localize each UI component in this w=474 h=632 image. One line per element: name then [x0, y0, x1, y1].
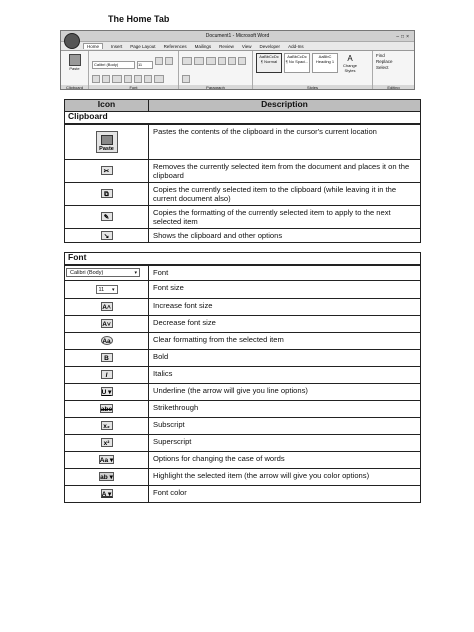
shrink-font-icon: A˅ [102, 321, 111, 329]
format-painter-icon: ✎ [101, 212, 113, 221]
icon-cell [65, 332, 149, 349]
icon-cell [65, 265, 149, 280]
group-clipboard [61, 51, 89, 90]
clear-formatting-icon: Aa [102, 338, 111, 346]
style-name: ¶ Normal [260, 59, 278, 64]
ribbon-grow-icon[interactable] [155, 57, 163, 65]
description-cell: Shows the clipboard and other options [149, 228, 421, 242]
section-row [65, 112, 421, 125]
table-row [65, 485, 421, 502]
description-cell: Copies the formatting of the currently selected item to apply to the next selected item [149, 205, 421, 228]
paste-icon: Paste [96, 131, 118, 153]
style-heading-1[interactable] [312, 53, 338, 73]
icon-cell [65, 434, 149, 451]
ribbon-bold-icon[interactable] [92, 75, 100, 83]
clipboard-table [64, 99, 421, 243]
icon-cell [65, 417, 149, 434]
description-cell: Superscript [149, 434, 421, 451]
grow-font-icon: A˄ [102, 304, 111, 312]
page-heading: The Home Tab [108, 14, 170, 24]
style-preview: AaBbC [318, 54, 332, 59]
change-case-icon: Aa ▾ [99, 457, 114, 465]
group-label-styles: Styles [253, 85, 372, 90]
ribbon-paste-icon [69, 54, 81, 66]
ribbon-subscript-icon[interactable] [134, 75, 142, 83]
font-select-icon: Calibri (Body) ▾ [66, 268, 140, 277]
tab-mailings[interactable]: Mailings [194, 43, 212, 49]
table-row [65, 349, 421, 366]
icon-cell [65, 315, 149, 332]
ribbon-groups [61, 50, 414, 90]
ribbon-font-size[interactable]: 11 [137, 61, 153, 69]
ribbon-font-name[interactable]: Calibri (Body) [92, 61, 135, 69]
ribbon-italic-icon[interactable] [102, 75, 110, 83]
table-row [65, 400, 421, 417]
clipboard-launcher-icon: ↘ [101, 231, 113, 240]
description-cell: Clear formatting from the selected item [149, 332, 421, 349]
ribbon-sort-icon[interactable] [238, 57, 246, 65]
description-cell: Italics [149, 366, 421, 383]
table-row [65, 124, 421, 159]
table-row [65, 332, 421, 349]
description-cell: Options for changing the case of words [149, 451, 421, 468]
icon-cell [65, 468, 149, 485]
description-cell: Copies the currently selected item to the clipboard (while leaving it in the current document also) [149, 182, 421, 205]
ribbon-numbering-icon[interactable] [194, 57, 204, 65]
italic-icon: I [101, 370, 113, 379]
change-styles-button[interactable] [339, 54, 361, 73]
description-cell: Pastes the contents of the clipboard in the cursor's current location [149, 124, 421, 159]
font-color-icon: A ▾ [101, 491, 112, 499]
font-table [64, 252, 421, 503]
table-row [65, 451, 421, 468]
replace-button[interactable]: Replace [376, 59, 393, 64]
group-editing [373, 51, 414, 90]
font-size-icon: 11 ▾ [96, 285, 118, 294]
ribbon-underline-icon[interactable] [112, 75, 122, 83]
window-controls[interactable]: –□× [396, 34, 411, 40]
ribbon-case-icon[interactable] [154, 75, 164, 83]
description-cell: Decrease font size [149, 315, 421, 332]
section-clipboard: Clipboard [65, 112, 421, 125]
ribbon-pilcrow-icon[interactable] [182, 75, 190, 83]
section-row [65, 253, 421, 266]
group-label-clipboard: Clipboard [61, 85, 88, 90]
table-row [65, 265, 421, 280]
select-button[interactable]: Select [376, 65, 389, 70]
table-row [65, 315, 421, 332]
ribbon-titlebar [61, 31, 414, 42]
style-normal[interactable] [256, 53, 282, 73]
group-paragraph [179, 51, 253, 90]
office-button-icon[interactable] [64, 33, 80, 49]
icon-cell [65, 366, 149, 383]
style-name: Heading 1 [315, 59, 335, 64]
change-styles-label: Change Styles [342, 63, 357, 73]
header-icon: Icon [65, 100, 149, 112]
word-ribbon-screenshot [60, 30, 415, 90]
table-row [65, 417, 421, 434]
ribbon-indent-icon[interactable] [228, 57, 236, 65]
description-cell: Font size [149, 280, 421, 298]
tab-view[interactable]: View [241, 43, 252, 49]
header-description: Description [149, 100, 421, 112]
bold-icon: B [101, 353, 113, 362]
table-row [65, 182, 421, 205]
ribbon-shrink-icon[interactable] [165, 57, 173, 65]
ribbon-bullets-icon[interactable] [182, 57, 192, 65]
ribbon-paste-label: Paste [69, 66, 80, 71]
group-label-editing: Editing [373, 85, 414, 90]
underline-icon: U ▾ [101, 389, 112, 397]
tab-references[interactable]: References [163, 43, 187, 49]
cut-icon: ✂ [101, 166, 113, 175]
section-font: Font [65, 253, 421, 266]
ribbon-strike-icon[interactable] [124, 75, 132, 83]
highlight-icon: ab ▾ [100, 474, 113, 482]
table-row [65, 468, 421, 485]
find-button[interactable]: Find [376, 53, 385, 58]
icon-cell [65, 298, 149, 315]
description-cell: Removes the currently selected item from the document and places it on the clipboard [149, 159, 421, 182]
table-row [65, 366, 421, 383]
superscript-icon: x² [101, 438, 113, 447]
description-cell: Increase font size [149, 298, 421, 315]
window-title: Document1 - Microsoft Word [205, 33, 270, 39]
tab-review[interactable]: Review [219, 43, 234, 49]
tab-developer[interactable]: Developer [259, 43, 281, 49]
ribbon-superscript-icon[interactable] [144, 75, 152, 83]
change-styles-icon: A [347, 54, 353, 63]
tab-home[interactable]: Home [83, 43, 103, 49]
icon-cell [65, 182, 149, 205]
table-row [65, 434, 421, 451]
description-cell: Subscript [149, 417, 421, 434]
icon-cell [65, 280, 149, 298]
icon-cell [65, 205, 149, 228]
icon-cell [65, 485, 149, 502]
icon-cell [65, 228, 149, 242]
copy-icon: ⧉ [101, 189, 113, 198]
strikethrough-icon: abe [100, 406, 113, 414]
subscript-icon: x₂ [101, 421, 113, 430]
group-styles [253, 51, 373, 90]
group-font [89, 51, 179, 90]
description-cell: Font color [149, 485, 421, 502]
table-row [65, 383, 421, 400]
table-row [65, 280, 421, 298]
group-label-paragraph: Paragraph [179, 85, 252, 90]
icon-cell [65, 451, 149, 468]
description-cell: Bold [149, 349, 421, 366]
tab-insert[interactable]: Insert [111, 43, 123, 49]
tab-add-ins[interactable]: Add-Ins [288, 43, 304, 49]
description-cell: Font [149, 265, 421, 280]
icon-cell [65, 159, 149, 182]
icon-cell [65, 124, 149, 159]
ribbon-tabs [61, 42, 414, 50]
table-row [65, 159, 421, 182]
description-cell: Underline (the arrow will give you line options) [149, 383, 421, 400]
style-preview: AaBbCcDc [259, 54, 279, 59]
group-label-font: Font [89, 85, 178, 90]
ribbon-multilevel-icon[interactable] [206, 57, 216, 65]
ribbon-outdent-icon[interactable] [218, 57, 226, 65]
table-row [65, 298, 421, 315]
table-row [65, 228, 421, 242]
style-preview: AaBbCcDc [287, 54, 307, 59]
tab-page-layout[interactable]: Page Layout [130, 43, 156, 49]
icon-cell [65, 383, 149, 400]
style-name: ¶ No Spaci... [285, 59, 309, 64]
icon-cell [65, 349, 149, 366]
table-header-row [65, 100, 421, 112]
style-no-spacing[interactable] [284, 53, 310, 73]
description-cell: Strikethrough [149, 400, 421, 417]
description-cell: Highlight the selected item (the arrow will give you color options) [149, 468, 421, 485]
icon-cell [65, 400, 149, 417]
table-row [65, 205, 421, 228]
ribbon-paste-button[interactable] [61, 51, 88, 71]
